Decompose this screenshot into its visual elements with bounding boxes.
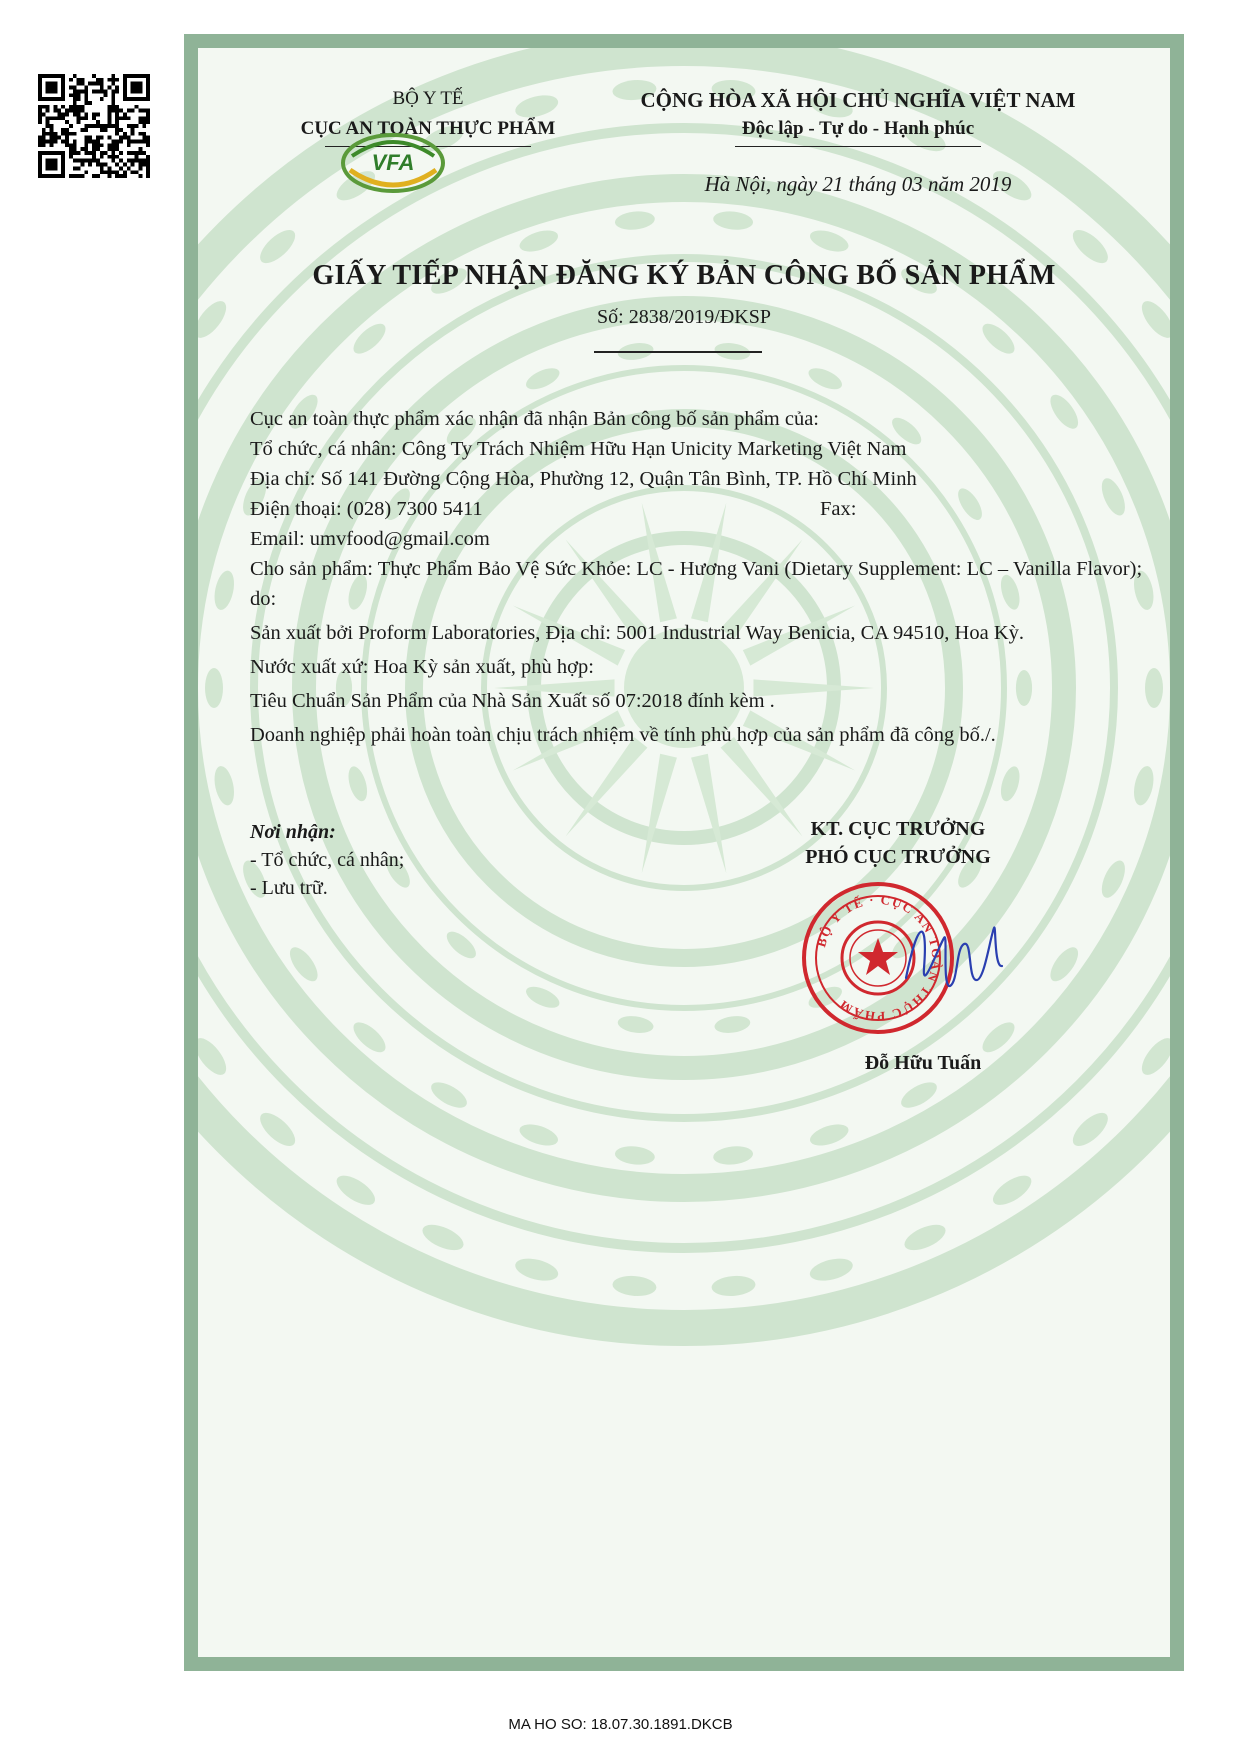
standard-line: Tiêu Chuẩn Sản Phẩm của Nhà Sản Xuất số 07:2018 đính kèm . [250,690,775,712]
document-number: Số: 2838/2019/ĐKSP [597,306,771,328]
country-name: CỘNG HÒA XÃ HỘI CHỦ NGHĨA VIỆT NAM [640,88,1076,112]
intro-line: Cục an toàn thực phẩm xác nhận đã nhận Bản công bố sản phẩm của: [250,408,819,430]
svg-text:BỘ Y TẾ · CỤC AN TOÀN THỰC PHẨ: BỘ Y TẾ · CỤC AN TOÀN THỰC PHẨM [813,891,945,1025]
organization-line: Tổ chức, cá nhân: Công Ty Trách Nhiệm Hữu Hạn Unicity Marketing Việt Nam [250,438,907,460]
svg-text:VFA: VFA [371,150,415,175]
certificate-paper [198,48,1170,1657]
contact-line [250,494,1150,524]
responsibility-line: Doanh nghiệp phải hoàn toàn chịu trách nhiệm về tính phù hợp của sản phẩm đã công bố./. [250,724,996,746]
product-line: Cho sản phẩm: Thực Phẩm Bảo Vệ Sức Khỏe: LC - Hương Vani (Dietary Supplement: LC – Vanilla Flavor); do: [250,558,1143,610]
agency-name: CỤC AN TOÀN THỰC PHẨM [300,118,556,139]
recipients-label: Nơi nhận: [250,821,336,843]
ministry-name: BỘ Y TẾ [392,88,464,109]
document-body [250,404,1150,750]
signature-title-2: PHÓ CỤC TRƯỞNG [805,846,991,868]
signature-title-1: KT. CỤC TRƯỞNG [810,818,986,840]
address-line: Địa chỉ: Số 141 Đường Cộng Hòa, Phường 12, Quận Tân Bình, TP. Hồ Chí Minh [250,468,917,490]
document-title: GIẤY TIẾP NHẬN ĐĂNG KÝ BẢN CÔNG BỐ SẢN PHẨM [312,260,1056,291]
signer-name: Đỗ Hữu Tuấn [864,1052,982,1074]
recipient-item: - Lưu trữ. [250,877,328,899]
recipient-item: - Tổ chức, cá nhân; [250,849,405,871]
handwritten-signature [898,908,1008,1008]
qr-code [38,74,150,178]
divider [735,146,981,147]
national-motto: Độc lập - Tự do - Hạnh phúc [741,118,975,139]
manufacturer-line: Sản xuất bởi Proform Laboratories, Địa chỉ: 5001 Industrial Way Benicia, CA 94510, Hoa Kỳ. [250,622,1025,644]
email-line: Email: umvfood@gmail.com [250,528,490,550]
record-code: MA HO SO: 18.07.30.1891.DKCB [508,1716,733,1733]
certificate-frame [184,34,1184,1671]
phone-text: Điện thoại: (028) 7300 5411 [250,498,483,520]
issue-date: Hà Nội, ngày 21 tháng 03 năm 2019 [704,172,1012,196]
fax-text: Fax: [820,498,857,520]
origin-line: Nước xuất xứ: Hoa Kỳ sản xuất, phù hợp: [250,656,594,678]
vfa-logo [338,130,448,196]
recipients-block [250,818,590,902]
divider [594,351,762,353]
